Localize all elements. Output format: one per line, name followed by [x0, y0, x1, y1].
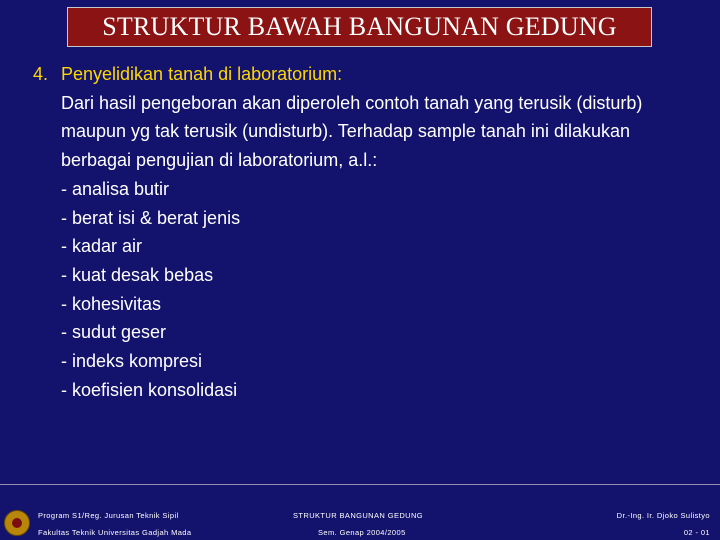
university-seal-icon — [4, 510, 30, 536]
footer-author: Dr.-Ing. Ir. Djoko Sulistyo — [616, 511, 710, 520]
slide-title: STRUKTUR BAWAH BANGUNAN GEDUNG — [102, 12, 617, 41]
slide-content — [33, 60, 703, 404]
body-paragraph: Dari hasil pengeboran akan diperoleh contoh tanah yang terusik (disturb) maupun yg tak terusik (undisturb). Terhadap sample tanah ini dilakukan berbagai pengujian di laboratorium, a.l.: — [61, 92, 643, 171]
heading-text: Penyelidikan tanah di laboratorium: — [61, 64, 343, 84]
list-item: - sudut geser — [61, 322, 167, 343]
footer-page-number: 02 - 01 — [683, 528, 710, 537]
test-list — [33, 175, 703, 405]
footer-faculty: Fakultas Teknik Universitas Gadjah Mada — [38, 528, 192, 537]
title-box — [67, 7, 652, 47]
list-item: - analisa butir — [61, 178, 170, 199]
list-item: - berat isi & berat jenis — [61, 207, 241, 228]
list-item: - indeks kompresi — [61, 351, 203, 372]
footer-course: STRUKTUR BANGUNAN GEDUNG — [293, 511, 424, 520]
list-item: - koefisien konsolidasi — [61, 379, 238, 400]
list-item: - kohesivitas — [61, 293, 162, 314]
list-item: - kadar air — [61, 236, 143, 257]
list-item: - kuat desak bebas — [61, 264, 214, 285]
footer-divider — [0, 484, 720, 485]
heading-number: 4. — [33, 64, 49, 84]
footer-semester: Sem. Genap 2004/2005 — [318, 528, 406, 537]
footer-program: Program S1/Reg. Jurusan Teknik Sipil — [38, 511, 179, 520]
section-heading — [33, 60, 703, 89]
